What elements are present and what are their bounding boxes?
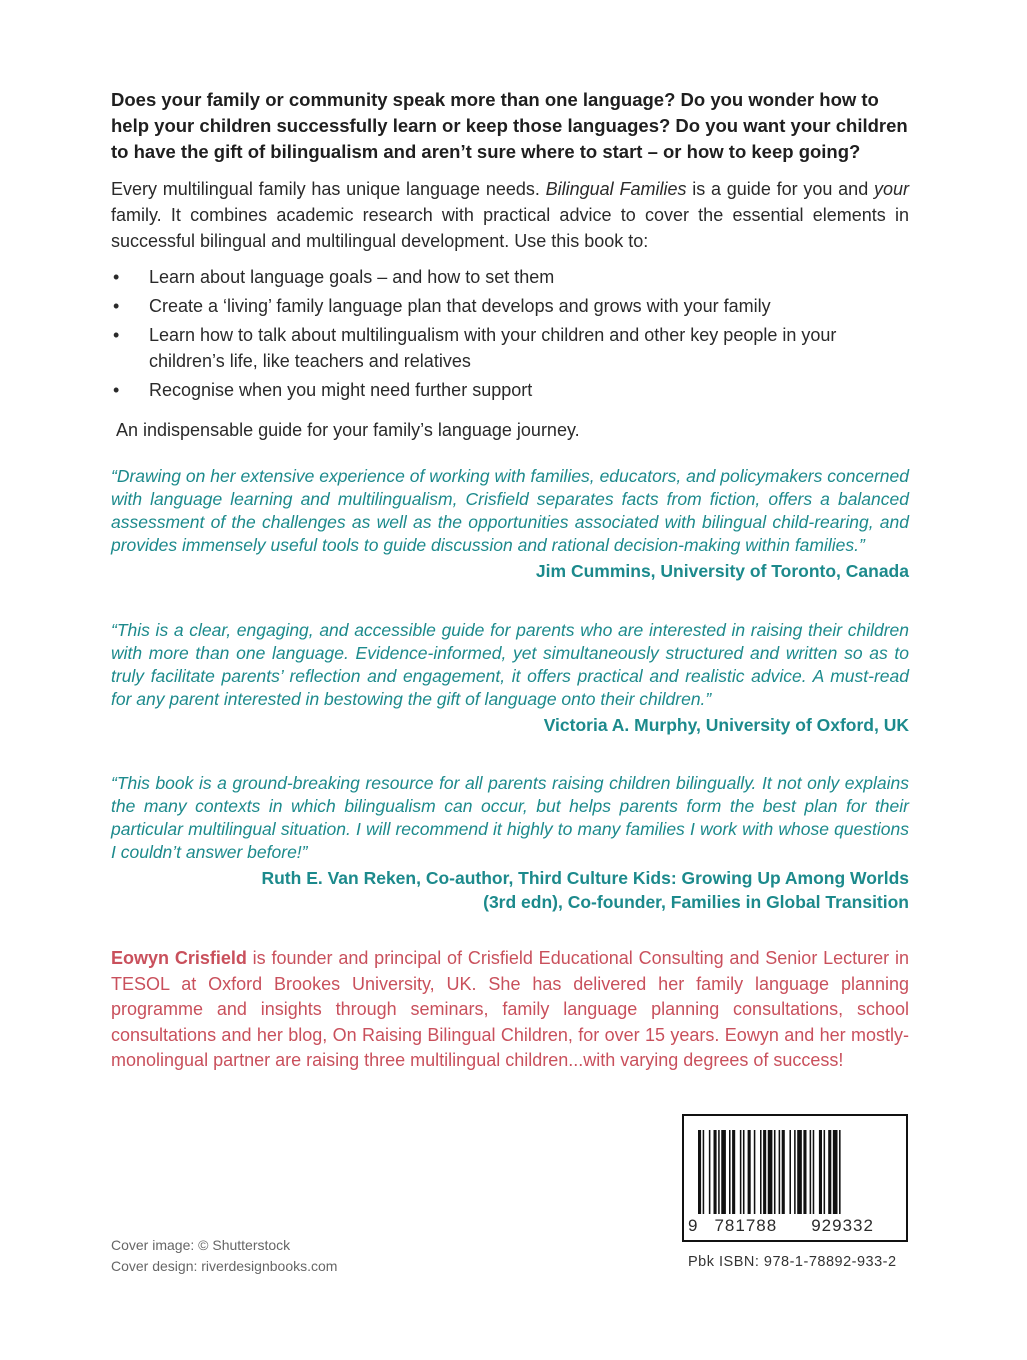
closing-line: An indispensable guide for your family’s language journey. [116,420,580,440]
book-title: Bilingual Families [545,179,687,199]
barcode [682,1114,908,1242]
benefits-list [111,264,909,406]
list-item: • Create a ‘living’ family language plan that develops and grows with your family [111,293,909,319]
barcode-bar [813,1130,815,1214]
barcode-bar [740,1130,742,1214]
isbn: Pbk ISBN: 978-1-78892-933-2 [688,1254,897,1270]
author-bio-text: is founder and principal of Crisfield Educational Consulting and Senior Lecturer in TESOL at Oxford Brookes University, UK. She has delivered her family language planning programme and insights through seminars, family language planning consultations, school consultations and her blog, On Raising Bilingual Children, for over 15 years. Eowyn and her mostly-monolingual partner are raising three multilingual children...with varying degrees of success! [111,948,909,1070]
barcode-bar [709,1130,711,1214]
author-bio [111,946,909,1074]
barcode-bar [824,1130,826,1214]
your-emphasis: your [873,179,909,199]
intro-paragraph: Does your family or community speak more than one language? Do you wonder how to help your children successfully learn or keep those languages? Do you want your children to have the gift of bilingualism and aren’t sure where to start – or how to keep going? [111,89,908,162]
barcode-number [688,1216,902,1236]
barcode-bar [748,1130,751,1214]
endorsement-attribution: Victoria A. Murphy, University of Oxford, UK [543,715,909,735]
barcode-digits-left: 781788 [714,1216,778,1235]
barcode-bar [732,1130,735,1214]
barcode-bar [763,1130,766,1214]
barcode-bar [797,1130,802,1214]
description-text-3: family. It combines academic research with practical advice to cover the essential elements in successful bilingual and multilingual development. Use this book to: [111,205,909,251]
barcode-bar [754,1130,756,1214]
barcode-bar [768,1130,773,1214]
barcode-bar [698,1130,701,1214]
barcode-bar [779,1130,781,1214]
barcode-bar [828,1130,831,1214]
endorsement-2 [111,619,909,737]
endorsement-quote: “This book is a ground-breaking resource for all parents raising children bilingually. It not only explains the many contexts in which bilingualism can occur, but helps parents form the best plan for their particular multilingual situation. I will recommend it highly to many families I work with whose questions I couldn’t answer before!” [111,773,909,862]
endorsement-3 [111,772,909,914]
barcode-bar [833,1130,838,1214]
cover-credits [111,1235,337,1277]
barcode-bar [714,1130,717,1214]
list-item: • Recognise when you might need further support [111,377,909,403]
endorsement-quote: “Drawing on her extensive experience of working with families, educators, and policymakers concerned with language learning and multilingualism, Crisfield separates facts from fiction, offers a balanced assessment of the challenges as well as the opportunities associated with bilingual child-rearing, and provides immensely useful tools to guide discussion and rational decision-making within families.” [111,466,909,555]
list-item: • Learn how to talk about multilingualism with your children and other key people in your children’s life, like teachers and relatives [111,322,909,374]
cover-design-credit: Cover design: riverdesignbooks.com [111,1258,338,1274]
description-paragraph [111,176,909,254]
barcode-bar [789,1130,791,1214]
barcode-bar [794,1130,796,1214]
endorsement-1 [111,465,909,583]
barcode-bar [839,1130,841,1214]
barcode-bar [782,1130,785,1214]
description-text-1: Every multilingual family has unique language needs. [111,179,546,199]
barcode-bar [760,1130,762,1214]
barcode-bar [729,1130,731,1214]
endorsement-attribution-line-1: Ruth E. Van Reken, Co-author, Third Culture Kids: Growing Up Among Worlds [261,868,909,888]
barcode-bar [743,1130,745,1214]
barcode-bar [774,1130,776,1214]
barcode-digits-right: 929332 [811,1216,874,1235]
description-text-2: is a guide for you and [686,179,874,199]
barcode-bar [819,1130,822,1214]
barcode-bar [718,1130,720,1214]
barcode-bar [810,1130,812,1214]
cover-image-credit: Cover image: © Shutterstock [111,1237,291,1253]
barcode-bar [803,1130,806,1214]
endorsement-attribution: Jim Cummins, University of Toronto, Canada [535,561,909,581]
barcode-bar [703,1130,705,1214]
barcode-bar [721,1130,726,1214]
author-name: Eowyn Crisfield [111,948,247,968]
barcode-digit-lead: 9 [688,1216,699,1235]
endorsement-attribution-line-2: (3rd edn), Co-founder, Families in Global Transition [483,892,909,912]
list-item: • Learn about language goals – and how to set them [111,264,909,290]
endorsement-quote: “This is a clear, engaging, and accessible guide for parents who are interested in raising their children with more than one language. Evidence-informed, yet simultaneously structured and written so as to truly facilitate parents’ reflection and engagement, it offers practical and realistic advice. A must-read for any parent interested in bestowing the gift of language onto their children.” [111,620,909,709]
